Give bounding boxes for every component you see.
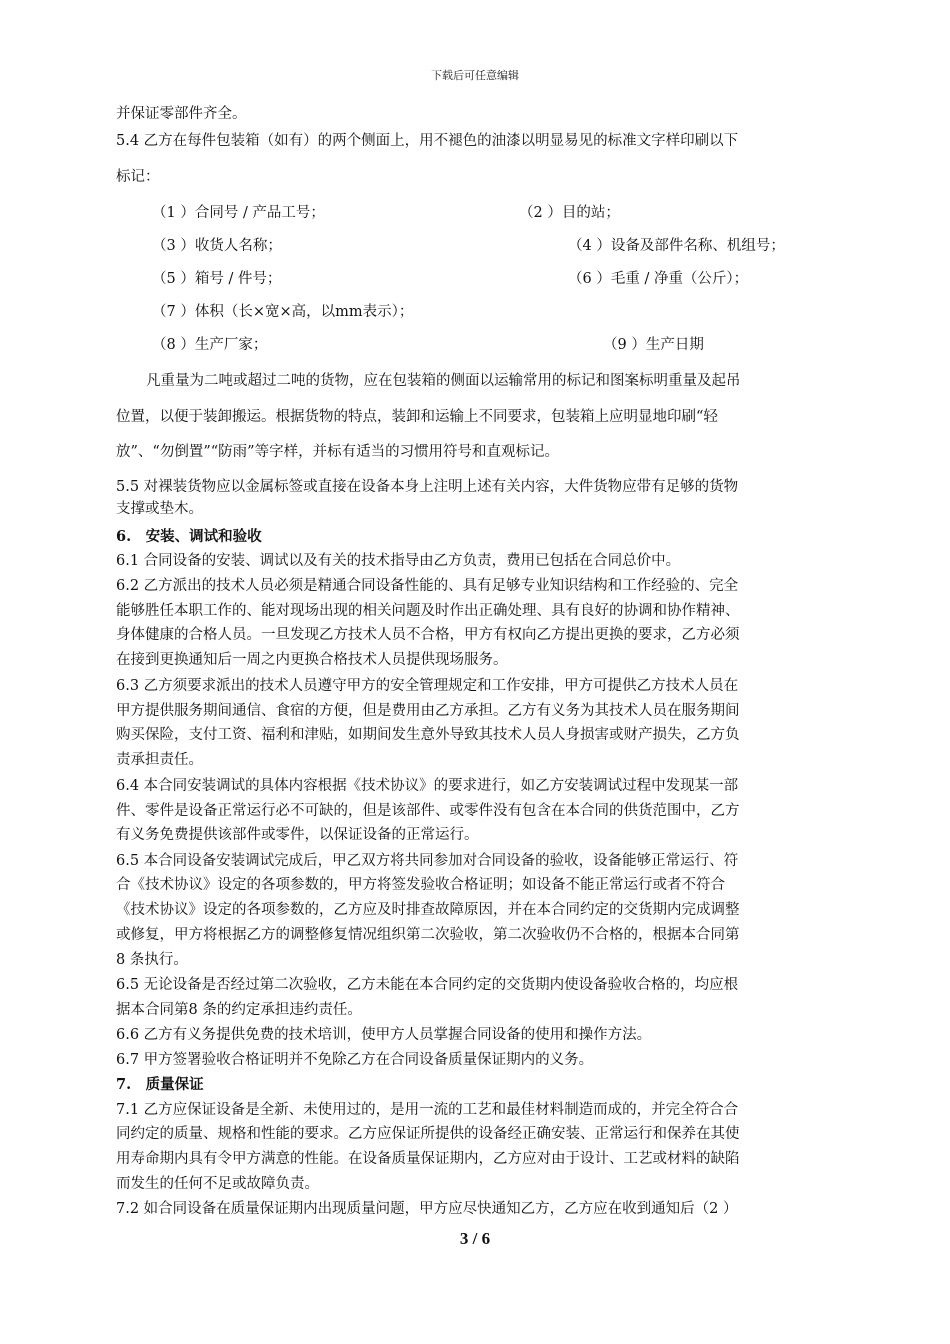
mark-item: （2 ）目的站； — [519, 205, 620, 221]
text-line: 标记： — [116, 169, 160, 185]
mark-item: （7 ）体积（长×宽×高，以mm表示）； — [152, 304, 414, 320]
text-line: 凡重量为二吨或超过二吨的货物，应在包装箱的侧面以运输常用的标记和图案标明重量及起吊 — [146, 373, 741, 389]
text-line: 身体健康的合格人员。一旦发现乙方技术人员不合格，甲方有权向乙方提出更换的要求，乙方必须 — [116, 627, 740, 643]
mark-item: （1 ）合同号 / 产品工号； — [152, 205, 325, 221]
text-line: 支撑或垫木。 — [116, 501, 203, 517]
text-line: 并保证零部件齐全。 — [116, 106, 247, 122]
text-line: 5.4 乙方在每件包装箱（如有）的两个侧面上，用不褪色的油漆以明显易见的标准文字样印刷以下 — [116, 133, 739, 149]
text-line: 放”、“勿倒置”“防雨”等字样，并标有适当的习惯用符号和直观标记。 — [116, 444, 560, 460]
mark-item: （8 ）生产厂家； — [152, 337, 268, 353]
mark-item: （4 ）设备及部件名称、机组号； — [568, 238, 785, 254]
text-line: 6.4 本合同安装调试的具体内容根据《技术协议》的要求进行，如乙方安装调试过程中发现某一部 — [116, 778, 739, 794]
text-line: 或修复，甲方将根据乙方的调整修复情况组织第二次验收，第二次验收仍不合格的，根据本合同第 — [116, 927, 740, 943]
text-line: 7.1 乙方应保证设备是全新、未使用过的，是用一流的工艺和最佳材料制造而成的，并完全符合合 — [116, 1102, 739, 1118]
mark-item: （3 ）收货人名称； — [152, 238, 282, 254]
text-line: 6.5 无论设备是否经过第二次验收，乙方未能在本合同约定的交货期内使设备验收合格的，均应根 — [116, 977, 739, 993]
text-line: 能够胜任本职工作的、能对现场出现的相关问题及时作出正确处理、具有良好的协调和协作精神、 — [116, 603, 740, 619]
text-line: 购买保险，支付工资、福利和津贴，如期间发生意外导致其技术人员人身损害或财产损失，乙方负 — [116, 727, 740, 743]
text-line: 5.5 对裸装货物应以金属标签或直接在设备本身上注明上述有关内容，大件货物应带有足够的货物 — [116, 479, 739, 495]
text-line: 6.7 甲方签署验收合格证明并不免除乙方在合同设备质量保证期内的义务。 — [116, 1052, 594, 1068]
text-line: 6.6 乙方有义务提供免费的技术培训，使甲方人员掌握合同设备的使用和操作方法。 — [116, 1027, 652, 1043]
text-line: 位置，以便于装卸搬运。根据货物的特点，装卸和运输上不同要求，包装箱上应明显地印刷“轻 — [116, 409, 718, 425]
page-number: 3 / 6 — [459, 1229, 491, 1248]
text-line: 据本合同第8 条的约定承担违约责任。 — [116, 1002, 362, 1018]
text-line: 而发生的任何不足或故障负责。 — [116, 1176, 319, 1192]
text-line: 6.1 合同设备的安装、调试以及有关的技术指导由乙方负责，费用已包括在合同总价中。 — [116, 553, 681, 569]
text-line: 6.2 乙方派出的技术人员必须是精通合同设备性能的、具有足够专业知识结构和工作经验的、完全 — [116, 578, 739, 594]
text-line: 在接到更换通知后一周之内更换合格技术人员提供现场服务。 — [116, 652, 508, 668]
text-line: 同约定的质量、规格和性能的要求。乙方应保证所提供的设备经正确安装、正常运行和保养在其使 — [116, 1126, 740, 1142]
text-line: 责承担责任。 — [116, 752, 203, 768]
text-line: 6.3 乙方须要求派出的技术人员遵守甲方的安全管理规定和工作安排，甲方可提供乙方技术人员在 — [116, 678, 739, 694]
text-line: 7.2 如合同设备在质量保证期内出现质量问题，甲方应尽快通知乙方，乙方应在收到通知后（2 ） — [116, 1201, 738, 1217]
page-header: 下载后可任意编辑 — [431, 69, 519, 82]
text-line: 合《技术协议》设定的各项参数的，甲方将签发验收合格证明；如设备不能正常运行或者不符合 — [116, 877, 725, 893]
text-line: 6.5 本合同设备安装调试完成后，甲乙双方将共同参加对合同设备的验收，设备能够正常运行、符 — [116, 853, 739, 869]
text-line: 用寿命期内具有令甲方满意的性能。在设备质量保证期内，乙方应对由于设计、工艺或材料的缺陷 — [116, 1151, 740, 1167]
text-line: 有义务免费提供该部件或零件，以保证设备的正常运行。 — [116, 827, 479, 843]
section-heading: 7. 质量保证 — [116, 1076, 204, 1093]
mark-item: （9 ）生产日期 — [603, 337, 704, 353]
mark-item: （6 ）毛重 / 净重（公斤）； — [568, 271, 749, 287]
mark-item: （5 ）箱号 / 件号； — [152, 271, 282, 287]
text-line: 甲方提供服务期间通信、食宿的方便，但是费用由乙方承担。乙方有义务为其技术人员在服务期间 — [116, 703, 740, 719]
text-line: 件、零件是设备正常运行必不可缺的，但是该部件、或零件没有包含在本合同的供货范围中，乙方 — [116, 803, 740, 819]
section-heading: 6. 安装、调试和验收 — [116, 528, 262, 545]
text-line: 8 条执行。 — [116, 952, 188, 968]
text-line: 《技术协议》设定的各项参数的，乙方应及时排查故障原因，并在本合同约定的交货期内完成调整 — [116, 902, 740, 918]
